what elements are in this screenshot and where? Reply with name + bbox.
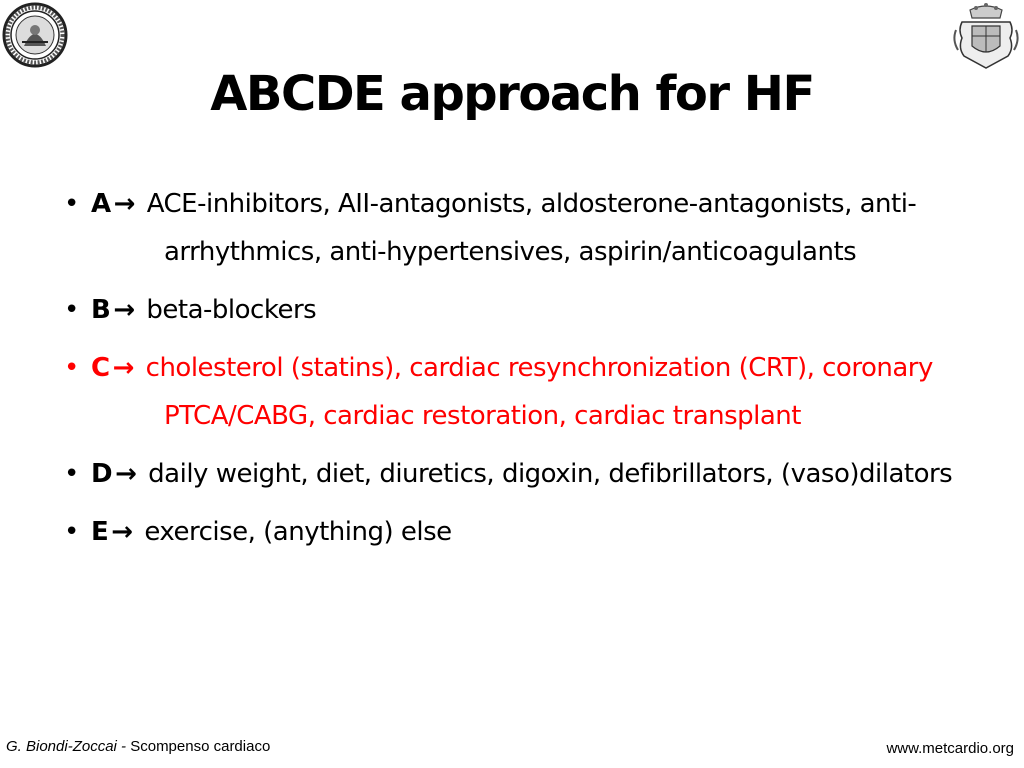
bullet-item-d (64, 450, 984, 498)
bullet-letter: E (91, 517, 109, 547)
right-arrow-icon: → (115, 459, 137, 489)
university-seal-logo (2, 2, 68, 68)
footer-topic: Scompenso cardiaco (130, 738, 271, 755)
footer-author: G. Biondi-Zoccai - (6, 738, 127, 755)
right-arrow-icon: → (113, 295, 135, 325)
bullet-dot-icon: • (64, 295, 79, 325)
footer-website: www.metcardio.org (886, 740, 1014, 757)
bullet-item-c (64, 344, 984, 440)
slide-title: ABCDE approach for HF (210, 66, 814, 122)
bullet-dot-icon: • (64, 189, 79, 219)
bullet-item-a (64, 180, 984, 276)
bullet-text: beta-blockers (146, 295, 317, 325)
bullet-dot-icon: • (64, 517, 79, 547)
footer-credit (6, 738, 270, 755)
right-arrow-icon: → (113, 189, 135, 219)
bullet-letter: A (91, 189, 111, 219)
bullet-dot-icon: • (64, 353, 79, 383)
bullet-item-e (64, 508, 984, 556)
bullet-text: exercise, (anything) else (144, 517, 452, 547)
bullet-letter: C (91, 353, 110, 383)
right-arrow-icon: → (112, 353, 134, 383)
bullet-letter: D (91, 459, 113, 489)
bullet-item-b (64, 286, 984, 334)
coat-of-arms-logo (950, 0, 1022, 72)
bullet-text: cholesterol (statins), cardiac resynchronization (CRT), coronary PTCA/CABG, cardiac restoration, cardiac transplant (145, 353, 933, 431)
right-arrow-icon: → (111, 517, 133, 547)
bullet-text: ACE-inhibitors, AII-antagonists, aldosterone-antagonists, anti-arrhythmics, anti-hypertensives, aspirin/anticoagulants (146, 189, 917, 267)
bullet-text: daily weight, diet, diuretics, digoxin, defibrillators, (vaso)dilators (148, 459, 953, 489)
bullet-letter: B (91, 295, 111, 325)
bullet-dot-icon: • (64, 459, 79, 489)
bullet-list (64, 180, 984, 566)
